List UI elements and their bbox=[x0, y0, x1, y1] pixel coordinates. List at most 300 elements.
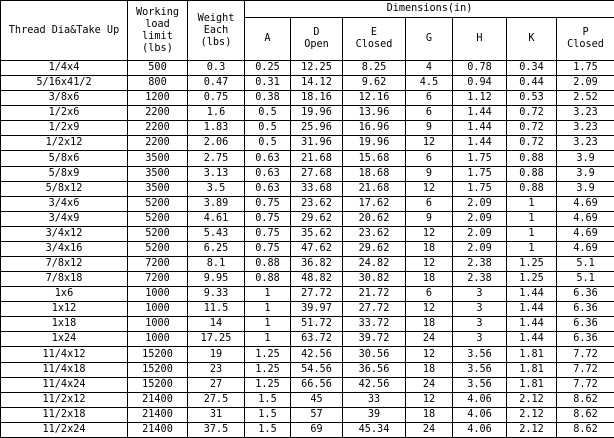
cell-dim-k: 0.88 bbox=[507, 166, 557, 181]
cell-weight: 14 bbox=[188, 317, 245, 332]
table-row bbox=[1, 106, 614, 121]
cell-working-load: 5200 bbox=[128, 241, 188, 256]
cell-working-load: 7200 bbox=[128, 272, 188, 287]
cell-thread: 1/2x9 bbox=[1, 121, 128, 136]
cell-dim-d-open: 48.82 bbox=[291, 272, 343, 287]
cell-thread: 7/8x12 bbox=[1, 257, 128, 272]
cell-dim-g: 9 bbox=[406, 121, 453, 136]
cell-weight: 11.5 bbox=[188, 302, 245, 317]
cell-dim-e-closed: 17.62 bbox=[343, 196, 406, 211]
cell-dim-p-closed: 3.9 bbox=[557, 151, 614, 166]
cell-dim-k: 0.34 bbox=[507, 61, 557, 76]
cell-thread: 1x18 bbox=[1, 317, 128, 332]
cell-dim-h: 3 bbox=[453, 317, 507, 332]
table-row bbox=[1, 407, 614, 422]
cell-dim-a: 0.5 bbox=[245, 136, 291, 151]
cell-dim-p-closed: 5.1 bbox=[557, 272, 614, 287]
cell-dim-d-open: 54.56 bbox=[291, 362, 343, 377]
cell-dim-d-open: 69 bbox=[291, 422, 343, 437]
cell-weight: 0.47 bbox=[188, 76, 245, 91]
cell-thread: 11/4x18 bbox=[1, 362, 128, 377]
cell-dim-p-closed: 2.09 bbox=[557, 76, 614, 91]
cell-dim-h: 1.12 bbox=[453, 91, 507, 106]
table-row bbox=[1, 362, 614, 377]
cell-dim-a: 0.75 bbox=[245, 211, 291, 226]
cell-dim-p-closed: 7.72 bbox=[557, 362, 614, 377]
cell-thread: 1/2x6 bbox=[1, 106, 128, 121]
cell-weight: 17.25 bbox=[188, 332, 245, 347]
cell-dim-d-open: 18.16 bbox=[291, 91, 343, 106]
cell-dim-h: 2.09 bbox=[453, 196, 507, 211]
cell-dim-a: 1 bbox=[245, 332, 291, 347]
table-row bbox=[1, 226, 614, 241]
cell-working-load: 3500 bbox=[128, 166, 188, 181]
cell-weight: 31 bbox=[188, 407, 245, 422]
table-row bbox=[1, 287, 614, 302]
cell-working-load: 15200 bbox=[128, 347, 188, 362]
header-dim-d bbox=[291, 18, 343, 61]
cell-working-load: 5200 bbox=[128, 211, 188, 226]
cell-dim-g: 12 bbox=[406, 302, 453, 317]
cell-dim-d-open: 27.68 bbox=[291, 166, 343, 181]
cell-dim-p-closed: 6.36 bbox=[557, 317, 614, 332]
cell-weight: 3.89 bbox=[188, 196, 245, 211]
cell-thread: 3/4x12 bbox=[1, 226, 128, 241]
cell-dim-k: 0.72 bbox=[507, 136, 557, 151]
cell-dim-a: 1.5 bbox=[245, 392, 291, 407]
cell-dim-a: 0.5 bbox=[245, 106, 291, 121]
cell-dim-e-closed: 39.72 bbox=[343, 332, 406, 347]
cell-dim-p-closed: 5.1 bbox=[557, 257, 614, 272]
cell-dim-p-closed: 8.62 bbox=[557, 392, 614, 407]
cell-weight: 0.75 bbox=[188, 91, 245, 106]
table-row bbox=[1, 392, 614, 407]
cell-weight: 1.83 bbox=[188, 121, 245, 136]
cell-dim-h: 1.75 bbox=[453, 166, 507, 181]
cell-dim-g: 18 bbox=[406, 241, 453, 256]
cell-dim-p-closed: 3.23 bbox=[557, 136, 614, 151]
cell-working-load: 3500 bbox=[128, 151, 188, 166]
cell-weight: 3.13 bbox=[188, 166, 245, 181]
cell-weight: 9.95 bbox=[188, 272, 245, 287]
cell-dim-p-closed: 7.72 bbox=[557, 377, 614, 392]
cell-dim-a: 1 bbox=[245, 317, 291, 332]
cell-weight: 27.5 bbox=[188, 392, 245, 407]
cell-dim-p-closed: 3.9 bbox=[557, 181, 614, 196]
cell-dim-k: 1.25 bbox=[507, 257, 557, 272]
header-dim-h bbox=[453, 18, 507, 61]
cell-dim-d-open: 42.56 bbox=[291, 347, 343, 362]
header-weight-line: Each bbox=[203, 24, 229, 36]
cell-thread: 11/4x24 bbox=[1, 377, 128, 392]
cell-weight: 5.43 bbox=[188, 226, 245, 241]
cell-dim-p-closed: 3.9 bbox=[557, 166, 614, 181]
cell-dim-g: 12 bbox=[406, 257, 453, 272]
cell-dim-d-open: 63.72 bbox=[291, 332, 343, 347]
cell-working-load: 1000 bbox=[128, 287, 188, 302]
cell-dim-h: 4.06 bbox=[453, 392, 507, 407]
cell-weight: 4.61 bbox=[188, 211, 245, 226]
cell-dim-h: 1.44 bbox=[453, 121, 507, 136]
cell-thread: 5/8x12 bbox=[1, 181, 128, 196]
cell-dim-e-closed: 9.62 bbox=[343, 76, 406, 91]
cell-dim-e-closed: 20.62 bbox=[343, 211, 406, 226]
cell-dim-a: 0.63 bbox=[245, 181, 291, 196]
table-row bbox=[1, 61, 614, 76]
cell-dim-p-closed: 8.62 bbox=[557, 407, 614, 422]
header-dim-g bbox=[406, 18, 453, 61]
cell-dim-p-closed: 1.75 bbox=[557, 61, 614, 76]
cell-weight: 2.75 bbox=[188, 151, 245, 166]
cell-dim-a: 1 bbox=[245, 287, 291, 302]
cell-dim-a: 0.75 bbox=[245, 226, 291, 241]
header-dim-line: Open bbox=[304, 39, 329, 50]
cell-dim-g: 24 bbox=[406, 332, 453, 347]
cell-weight: 6.25 bbox=[188, 241, 245, 256]
cell-thread: 11/4x12 bbox=[1, 347, 128, 362]
table-row bbox=[1, 272, 614, 287]
cell-dim-e-closed: 33.72 bbox=[343, 317, 406, 332]
header-dim-p bbox=[557, 18, 614, 61]
cell-dim-h: 4.06 bbox=[453, 422, 507, 437]
cell-weight: 9.33 bbox=[188, 287, 245, 302]
cell-working-load: 15200 bbox=[128, 377, 188, 392]
header-weight bbox=[188, 1, 245, 61]
cell-dim-h: 1.75 bbox=[453, 151, 507, 166]
header-working-line: (lbs) bbox=[142, 42, 173, 54]
cell-dim-g: 12 bbox=[406, 181, 453, 196]
cell-working-load: 2200 bbox=[128, 121, 188, 136]
cell-dim-a: 1.5 bbox=[245, 407, 291, 422]
header-working-line: limit bbox=[142, 30, 173, 42]
table-row bbox=[1, 332, 614, 347]
cell-dim-g: 12 bbox=[406, 392, 453, 407]
cell-dim-d-open: 36.82 bbox=[291, 257, 343, 272]
cell-dim-d-open: 29.62 bbox=[291, 211, 343, 226]
table-row bbox=[1, 257, 614, 272]
cell-working-load: 21400 bbox=[128, 392, 188, 407]
cell-dim-g: 18 bbox=[406, 407, 453, 422]
cell-dim-k: 0.53 bbox=[507, 91, 557, 106]
cell-dim-k: 1.25 bbox=[507, 272, 557, 287]
cell-dim-p-closed: 4.69 bbox=[557, 196, 614, 211]
cell-dim-h: 3.56 bbox=[453, 362, 507, 377]
table-row bbox=[1, 241, 614, 256]
cell-dim-d-open: 45 bbox=[291, 392, 343, 407]
cell-dim-p-closed: 3.23 bbox=[557, 106, 614, 121]
cell-dim-e-closed: 15.68 bbox=[343, 151, 406, 166]
cell-dim-e-closed: 18.68 bbox=[343, 166, 406, 181]
cell-working-load: 1000 bbox=[128, 302, 188, 317]
cell-weight: 37.5 bbox=[188, 422, 245, 437]
cell-dim-p-closed: 8.62 bbox=[557, 422, 614, 437]
table-row bbox=[1, 121, 614, 136]
cell-dim-a: 0.75 bbox=[245, 241, 291, 256]
cell-working-load: 5200 bbox=[128, 196, 188, 211]
cell-dim-p-closed: 6.36 bbox=[557, 332, 614, 347]
header-weight-line: Weight bbox=[197, 12, 235, 24]
cell-dim-h: 1.44 bbox=[453, 136, 507, 151]
cell-thread: 3/4x9 bbox=[1, 211, 128, 226]
cell-dim-e-closed: 24.82 bbox=[343, 257, 406, 272]
cell-dim-p-closed: 4.69 bbox=[557, 241, 614, 256]
cell-working-load: 3500 bbox=[128, 181, 188, 196]
cell-dim-k: 2.12 bbox=[507, 407, 557, 422]
table-row bbox=[1, 166, 614, 181]
cell-dim-d-open: 21.68 bbox=[291, 151, 343, 166]
cell-weight: 23 bbox=[188, 362, 245, 377]
header-dimensions bbox=[245, 1, 614, 18]
cell-dim-k: 2.12 bbox=[507, 392, 557, 407]
cell-dim-d-open: 12.25 bbox=[291, 61, 343, 76]
table-row bbox=[1, 347, 614, 362]
table-row bbox=[1, 91, 614, 106]
cell-dim-g: 18 bbox=[406, 272, 453, 287]
cell-dim-h: 3 bbox=[453, 302, 507, 317]
cell-working-load: 7200 bbox=[128, 257, 188, 272]
table-row bbox=[1, 211, 614, 226]
cell-weight: 2.06 bbox=[188, 136, 245, 151]
header-dim-line: A bbox=[264, 33, 271, 44]
cell-thread: 5/8x6 bbox=[1, 151, 128, 166]
cell-dim-k: 1 bbox=[507, 241, 557, 256]
cell-dim-e-closed: 30.56 bbox=[343, 347, 406, 362]
cell-dim-k: 1.44 bbox=[507, 287, 557, 302]
cell-dim-d-open: 31.96 bbox=[291, 136, 343, 151]
cell-dim-d-open: 47.62 bbox=[291, 241, 343, 256]
cell-dim-h: 2.09 bbox=[453, 226, 507, 241]
cell-dim-g: 6 bbox=[406, 106, 453, 121]
cell-dim-g: 12 bbox=[406, 136, 453, 151]
cell-dim-p-closed: 6.36 bbox=[557, 302, 614, 317]
cell-weight: 0.3 bbox=[188, 61, 245, 76]
cell-dim-k: 0.88 bbox=[507, 181, 557, 196]
cell-working-load: 2200 bbox=[128, 106, 188, 121]
cell-dim-k: 1 bbox=[507, 196, 557, 211]
cell-dim-p-closed: 4.69 bbox=[557, 211, 614, 226]
cell-dim-e-closed: 13.96 bbox=[343, 106, 406, 121]
cell-dim-a: 1.25 bbox=[245, 362, 291, 377]
cell-dim-d-open: 23.62 bbox=[291, 196, 343, 211]
cell-working-load: 800 bbox=[128, 76, 188, 91]
cell-dim-k: 1.81 bbox=[507, 377, 557, 392]
cell-dim-e-closed: 23.62 bbox=[343, 226, 406, 241]
cell-weight: 3.5 bbox=[188, 181, 245, 196]
header-dim-k bbox=[507, 18, 557, 61]
cell-dim-d-open: 51.72 bbox=[291, 317, 343, 332]
cell-dim-p-closed: 3.23 bbox=[557, 121, 614, 136]
cell-dim-a: 1.25 bbox=[245, 347, 291, 362]
cell-dim-a: 0.75 bbox=[245, 196, 291, 211]
cell-dim-h: 2.09 bbox=[453, 241, 507, 256]
cell-dim-e-closed: 45.34 bbox=[343, 422, 406, 437]
cell-dim-h: 2.38 bbox=[453, 272, 507, 287]
header-dim-line: E bbox=[370, 27, 378, 38]
cell-dim-p-closed: 7.72 bbox=[557, 347, 614, 362]
cell-dim-a: 0.63 bbox=[245, 151, 291, 166]
cell-dim-k: 1.44 bbox=[507, 332, 557, 347]
cell-dim-g: 18 bbox=[406, 317, 453, 332]
cell-working-load: 1000 bbox=[128, 317, 188, 332]
cell-dim-a: 0.63 bbox=[245, 166, 291, 181]
cell-working-load: 1200 bbox=[128, 91, 188, 106]
cell-working-load: 21400 bbox=[128, 422, 188, 437]
header-working-line: Working bbox=[136, 6, 179, 18]
cell-thread: 3/8x6 bbox=[1, 91, 128, 106]
cell-dim-d-open: 27.72 bbox=[291, 287, 343, 302]
cell-dim-g: 6 bbox=[406, 91, 453, 106]
cell-dim-g: 12 bbox=[406, 226, 453, 241]
cell-dim-g: 24 bbox=[406, 377, 453, 392]
cell-dim-p-closed: 2.52 bbox=[557, 91, 614, 106]
header-dim-line: G bbox=[425, 33, 433, 44]
cell-dim-d-open: 57 bbox=[291, 407, 343, 422]
header-dim-line: K bbox=[528, 33, 535, 44]
cell-dim-k: 1.81 bbox=[507, 347, 557, 362]
cell-thread: 7/8x18 bbox=[1, 272, 128, 287]
cell-weight: 8.1 bbox=[188, 257, 245, 272]
cell-thread: 3/4x6 bbox=[1, 196, 128, 211]
cell-dim-d-open: 35.62 bbox=[291, 226, 343, 241]
cell-dim-g: 9 bbox=[406, 166, 453, 181]
cell-dim-k: 1.44 bbox=[507, 302, 557, 317]
table-row bbox=[1, 181, 614, 196]
cell-dim-e-closed: 33 bbox=[343, 392, 406, 407]
header-thread bbox=[1, 1, 128, 61]
cell-dim-d-open: 14.12 bbox=[291, 76, 343, 91]
cell-thread: 1x12 bbox=[1, 302, 128, 317]
cell-weight: 1.6 bbox=[188, 106, 245, 121]
cell-dim-g: 12 bbox=[406, 347, 453, 362]
table-row bbox=[1, 377, 614, 392]
table-row bbox=[1, 76, 614, 91]
cell-dim-g: 6 bbox=[406, 196, 453, 211]
table-row bbox=[1, 422, 614, 437]
cell-thread: 5/16x41/2 bbox=[1, 76, 128, 91]
cell-dim-k: 2.12 bbox=[507, 422, 557, 437]
table-row bbox=[1, 317, 614, 332]
cell-dim-a: 0.88 bbox=[245, 257, 291, 272]
cell-working-load: 500 bbox=[128, 61, 188, 76]
cell-dim-d-open: 25.96 bbox=[291, 121, 343, 136]
cell-dim-e-closed: 42.56 bbox=[343, 377, 406, 392]
cell-dim-d-open: 33.68 bbox=[291, 181, 343, 196]
header-dim-line: H bbox=[476, 33, 483, 44]
cell-dim-h: 3 bbox=[453, 332, 507, 347]
cell-thread: 1x6 bbox=[1, 287, 128, 302]
cell-dim-e-closed: 30.82 bbox=[343, 272, 406, 287]
cell-working-load: 1000 bbox=[128, 332, 188, 347]
cell-dim-h: 0.78 bbox=[453, 61, 507, 76]
header-dimensions-label: Dimensions(in) bbox=[386, 3, 473, 14]
cell-dim-k: 1.44 bbox=[507, 317, 557, 332]
header-dim-a bbox=[245, 18, 291, 61]
cell-dim-h: 4.06 bbox=[453, 407, 507, 422]
cell-thread: 11/2x24 bbox=[1, 422, 128, 437]
cell-dim-a: 1.5 bbox=[245, 422, 291, 437]
cell-dim-d-open: 39.97 bbox=[291, 302, 343, 317]
table-row bbox=[1, 302, 614, 317]
cell-dim-h: 3.56 bbox=[453, 377, 507, 392]
header-working-load bbox=[128, 1, 188, 61]
cell-dim-g: 4 bbox=[406, 61, 453, 76]
cell-thread: 1/2x12 bbox=[1, 136, 128, 151]
cell-working-load: 2200 bbox=[128, 136, 188, 151]
header-thread-label: Thread Dia&Take Up bbox=[8, 24, 120, 36]
cell-dim-a: 1.25 bbox=[245, 377, 291, 392]
cell-thread: 1/4x4 bbox=[1, 61, 128, 76]
cell-dim-h: 2.38 bbox=[453, 257, 507, 272]
cell-weight: 27 bbox=[188, 377, 245, 392]
cell-dim-k: 0.44 bbox=[507, 76, 557, 91]
cell-dim-e-closed: 21.68 bbox=[343, 181, 406, 196]
cell-dim-e-closed: 12.16 bbox=[343, 91, 406, 106]
cell-thread: 11/2x18 bbox=[1, 407, 128, 422]
cell-dim-g: 6 bbox=[406, 151, 453, 166]
cell-dim-a: 0.25 bbox=[245, 61, 291, 76]
cell-dim-h: 1.75 bbox=[453, 181, 507, 196]
cell-dim-e-closed: 29.62 bbox=[343, 241, 406, 256]
cell-dim-d-open: 19.96 bbox=[291, 106, 343, 121]
header-dim-line: P bbox=[582, 27, 589, 38]
cell-dim-p-closed: 6.36 bbox=[557, 287, 614, 302]
table-row bbox=[1, 136, 614, 151]
cell-dim-a: 1 bbox=[245, 302, 291, 317]
cell-thread: 11/2x12 bbox=[1, 392, 128, 407]
cell-dim-g: 6 bbox=[406, 287, 453, 302]
cell-dim-k: 1 bbox=[507, 211, 557, 226]
header-dim-line: Closed bbox=[355, 39, 393, 50]
cell-dim-h: 3 bbox=[453, 287, 507, 302]
cell-dim-d-open: 66.56 bbox=[291, 377, 343, 392]
cell-dim-e-closed: 36.56 bbox=[343, 362, 406, 377]
cell-dim-e-closed: 16.96 bbox=[343, 121, 406, 136]
cell-thread: 5/8x9 bbox=[1, 166, 128, 181]
cell-dim-p-closed: 4.69 bbox=[557, 226, 614, 241]
cell-dim-k: 0.88 bbox=[507, 151, 557, 166]
cell-dim-g: 4.5 bbox=[406, 76, 453, 91]
cell-dim-k: 0.72 bbox=[507, 121, 557, 136]
cell-dim-h: 1.44 bbox=[453, 106, 507, 121]
cell-dim-a: 0.88 bbox=[245, 272, 291, 287]
cell-dim-a: 0.38 bbox=[245, 91, 291, 106]
cell-thread: 1x24 bbox=[1, 332, 128, 347]
cell-dim-a: 0.31 bbox=[245, 76, 291, 91]
table-row bbox=[1, 151, 614, 166]
cell-dim-h: 2.09 bbox=[453, 211, 507, 226]
cell-dim-k: 1.81 bbox=[507, 362, 557, 377]
cell-dim-e-closed: 19.96 bbox=[343, 136, 406, 151]
cell-dim-g: 24 bbox=[406, 422, 453, 437]
cell-thread: 3/4x16 bbox=[1, 241, 128, 256]
header-dim-line: D bbox=[313, 27, 320, 38]
cell-weight: 19 bbox=[188, 347, 245, 362]
header-dim-line: Closed bbox=[567, 39, 604, 50]
cell-working-load: 21400 bbox=[128, 407, 188, 422]
cell-dim-g: 18 bbox=[406, 362, 453, 377]
cell-dim-k: 0.72 bbox=[507, 106, 557, 121]
header-working-line: load bbox=[145, 18, 170, 30]
header-weight-line: (lbs) bbox=[200, 36, 232, 48]
cell-dim-h: 3.56 bbox=[453, 347, 507, 362]
cell-dim-e-closed: 39 bbox=[343, 407, 406, 422]
cell-dim-h: 0.94 bbox=[453, 76, 507, 91]
header-dim-e bbox=[343, 18, 406, 61]
table-row bbox=[1, 196, 614, 211]
cell-dim-k: 1 bbox=[507, 226, 557, 241]
cell-working-load: 15200 bbox=[128, 362, 188, 377]
cell-dim-e-closed: 27.72 bbox=[343, 302, 406, 317]
